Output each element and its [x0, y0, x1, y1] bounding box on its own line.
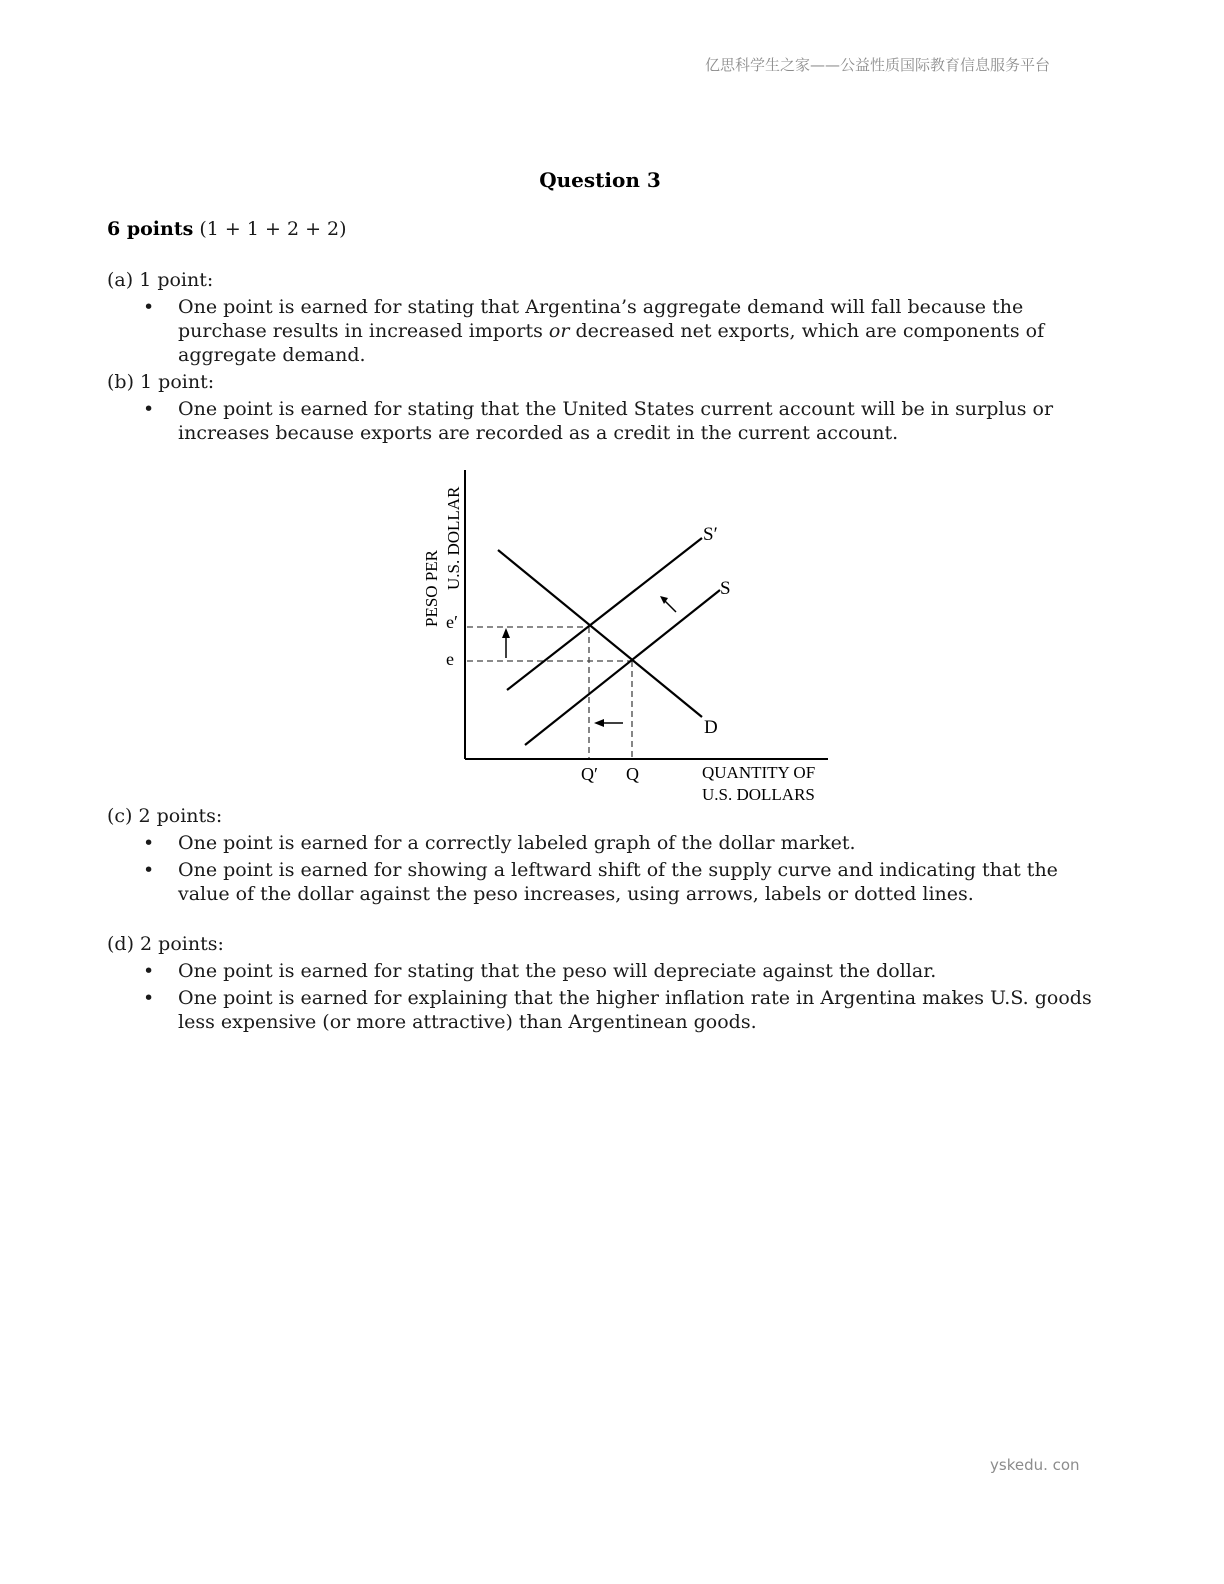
arrow-left-icon [594, 719, 623, 727]
label-q: Q [626, 764, 639, 784]
part-c [107, 804, 1113, 909]
bullet-icon: • [143, 987, 155, 1009]
bullet-text: One point is earned for a correctly labeled graph of the dollar market. [178, 832, 856, 854]
bullet-emphasis: or [548, 320, 570, 342]
part-a [107, 268, 1113, 370]
points-summary [107, 218, 347, 240]
part-c-heading: (c) 2 points: [107, 805, 223, 827]
supply-curve-new [507, 538, 702, 690]
bullet-text: One point is earned for showing a leftward shift of the supply curve and indicating that the value of the dollar against the peso increases, using arrows, labels or dotted lines. [178, 859, 1058, 905]
label-e: e [446, 649, 454, 669]
bullet-text: decreased net exports, which are components of aggregate demand. [178, 320, 1045, 366]
part-b [107, 370, 1113, 448]
label-s: S [720, 578, 731, 599]
part-a-heading: (a) 1 point: [107, 269, 214, 291]
label-e-prime: e′ [446, 612, 458, 632]
bullet-text: One point is earned for stating that the United States current account will be in surplus or increases because exports are recorded as a credit in the current account. [178, 398, 1054, 444]
watermark-header: 亿思科学生之家——公益性质国际教育信息服务平台 [705, 56, 1051, 74]
bullet-icon: • [143, 296, 155, 318]
bullet-icon: • [143, 859, 155, 881]
supply-curve [525, 590, 720, 745]
points-label: 6 points [107, 218, 194, 240]
label-q-prime: Q′ [581, 764, 598, 784]
arrow-up-icon [502, 628, 510, 658]
x-axis-label-line2: U.S. DOLLARS [702, 785, 815, 804]
label-d: D [704, 717, 718, 738]
part-a-bullet-1 [107, 295, 1113, 367]
arrow-up-left-icon [660, 596, 676, 612]
part-b-heading: (b) 1 point: [107, 371, 215, 393]
bullet-text: One point is earned for stating that the peso will depreciate against the dollar. [178, 960, 937, 982]
bullet-icon: • [143, 832, 155, 854]
points-breakdown: (1 + 1 + 2 + 2) [199, 218, 347, 240]
part-d [107, 932, 1113, 1037]
bullet-text: One point is earned for stating that Argentina’s aggregate demand will fall because the purchase results in increased imports [178, 296, 1024, 342]
part-c-bullet-1 [107, 831, 1113, 855]
part-d-bullet-2 [107, 986, 1113, 1034]
bullet-icon: • [143, 398, 155, 420]
bullet-text: One point is earned for explaining that the higher inflation rate in Argentina makes U.S. goods less expensive (or more attractive) than Argentinean goods. [178, 987, 1092, 1033]
part-d-bullet-1 [107, 959, 1113, 983]
demand-curve [498, 550, 702, 717]
dollar-market-graph [410, 462, 840, 812]
y-axis-label-line2: U.S. DOLLAR [444, 486, 463, 590]
question-title: Question 3 [539, 168, 661, 192]
y-axis-label-line1: PESO PER [422, 550, 441, 627]
part-d-heading: (d) 2 points: [107, 933, 224, 955]
part-b-bullet-1 [107, 397, 1113, 445]
x-axis-label-line1: QUANTITY OF [702, 763, 816, 782]
watermark-footer: yskedu. con [990, 1456, 1080, 1474]
bullet-icon: • [143, 960, 155, 982]
label-s-prime: S′ [703, 524, 718, 545]
part-c-bullet-2 [107, 858, 1113, 906]
